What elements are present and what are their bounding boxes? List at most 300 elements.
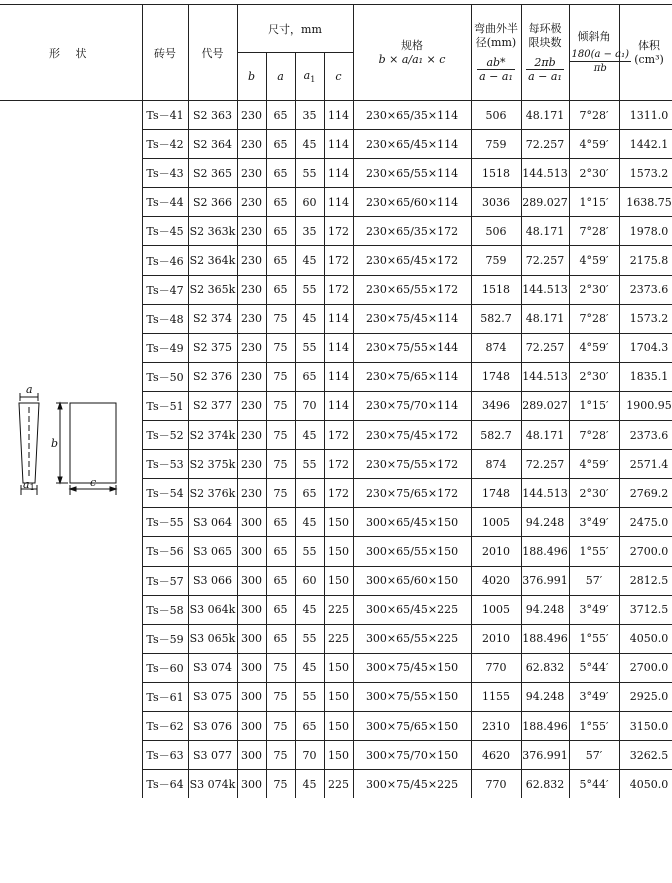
a-cell: 75 — [266, 333, 295, 362]
code-cell: S3 064k — [188, 595, 237, 624]
code-cell: S3 074 — [188, 653, 237, 682]
b-cell: 300 — [237, 624, 266, 653]
count-cell: 72.257 — [521, 333, 569, 362]
count-cell: 376.991 — [521, 741, 569, 770]
b-cell: 230 — [237, 391, 266, 420]
a-cell: 65 — [266, 508, 295, 537]
angle-cell: 7°28′ — [569, 101, 619, 130]
volume-cell: 1311.0 — [619, 101, 672, 130]
a-cell: 65 — [266, 188, 295, 217]
volume-cell: 3262.5 — [619, 741, 672, 770]
count-cell: 188.496 — [521, 711, 569, 740]
a-cell: 75 — [266, 391, 295, 420]
brick-no-cell: Ts－55 — [142, 508, 188, 537]
a1-cell: 65 — [295, 362, 324, 391]
volume-cell: 1573.2 — [619, 304, 672, 333]
code-cell: S2 375 — [188, 333, 237, 362]
radius-cell: 4620 — [471, 741, 521, 770]
a1-cell: 60 — [295, 566, 324, 595]
radius-numerator: ab* — [477, 56, 515, 70]
c-cell: 172 — [324, 275, 353, 304]
code-cell: S2 375k — [188, 450, 237, 479]
code-cell: S2 376 — [188, 362, 237, 391]
a-cell: 65 — [266, 624, 295, 653]
b-cell: 300 — [237, 682, 266, 711]
a1-cell: 60 — [295, 188, 324, 217]
c-cell: 225 — [324, 770, 353, 799]
diagram-label-a: a — [25, 384, 33, 396]
volume-cell: 1978.0 — [619, 217, 672, 246]
count-line2: 限块数 — [528, 36, 562, 49]
spec-cell: 230×65/45×172 — [353, 246, 471, 275]
table-body — [0, 101, 672, 799]
radius-cell: 2010 — [471, 624, 521, 653]
radius-cell: 1155 — [471, 682, 521, 711]
code-cell: S2 377 — [188, 391, 237, 420]
radius-cell: 874 — [471, 450, 521, 479]
count-cell: 48.171 — [521, 421, 569, 450]
angle-cell: 2°30′ — [569, 362, 619, 391]
c-cell: 150 — [324, 537, 353, 566]
brick-no-cell: Ts－63 — [142, 741, 188, 770]
a1-cell: 45 — [295, 508, 324, 537]
radius-line1: 弯曲外半 — [474, 22, 518, 35]
header-count — [521, 5, 569, 101]
count-cell: 72.257 — [521, 130, 569, 159]
angle-cell: 1°15′ — [569, 188, 619, 217]
c-cell: 114 — [324, 159, 353, 188]
count-cell: 72.257 — [521, 246, 569, 275]
a-cell: 75 — [266, 479, 295, 508]
b-cell: 230 — [237, 333, 266, 362]
c-cell: 225 — [324, 624, 353, 653]
c-cell: 150 — [324, 711, 353, 740]
count-line1: 每环极 — [528, 22, 562, 35]
c-cell: 172 — [324, 246, 353, 275]
c-cell: 114 — [324, 304, 353, 333]
brick-no-cell: Ts－61 — [142, 682, 188, 711]
angle-line1: 倾斜角 — [577, 30, 611, 43]
a1-cell: 35 — [295, 217, 324, 246]
code-cell: S2 365k — [188, 275, 237, 304]
radius-denominator: a − a₁ — [479, 70, 513, 83]
a1-cell: 45 — [295, 595, 324, 624]
spec-cell: 230×65/45×114 — [353, 130, 471, 159]
spec-cell: 300×75/55×150 — [353, 682, 471, 711]
c-cell: 172 — [324, 479, 353, 508]
radius-cell: 2310 — [471, 711, 521, 740]
a-cell: 65 — [266, 566, 295, 595]
b-cell: 300 — [237, 508, 266, 537]
shape-diagram-cell — [0, 101, 142, 799]
header-a1-letter: a — [303, 68, 311, 82]
count-cell: 188.496 — [521, 624, 569, 653]
header-code: 代号 — [188, 5, 237, 101]
brick-no-cell: Ts－47 — [142, 275, 188, 304]
a1-cell: 55 — [295, 450, 324, 479]
b-cell: 230 — [237, 188, 266, 217]
a-cell: 75 — [266, 770, 295, 799]
c-cell: 172 — [324, 217, 353, 246]
c-cell: 114 — [324, 391, 353, 420]
header-size: 尺寸，mm — [237, 5, 353, 53]
angle-cell: 1°15′ — [569, 391, 619, 420]
diagram-label-a1-sub: 1 — [29, 482, 35, 492]
volume-cell: 2769.2 — [619, 479, 672, 508]
radius-formula — [477, 56, 515, 83]
brick-no-cell: Ts－50 — [142, 362, 188, 391]
c-cell: 172 — [324, 450, 353, 479]
c-cell: 172 — [324, 421, 353, 450]
angle-cell: 3°49′ — [569, 508, 619, 537]
radius-cell: 759 — [471, 130, 521, 159]
angle-cell: 1°55′ — [569, 711, 619, 740]
header-spec — [353, 5, 471, 101]
code-cell: S2 364 — [188, 130, 237, 159]
radius-cell: 1518 — [471, 159, 521, 188]
a-cell: 75 — [266, 362, 295, 391]
a-cell: 75 — [266, 304, 295, 333]
b-cell: 230 — [237, 479, 266, 508]
spec-cell: 300×65/45×150 — [353, 508, 471, 537]
b-cell: 300 — [237, 595, 266, 624]
brick-no-cell: Ts－44 — [142, 188, 188, 217]
brick-no-cell: Ts－54 — [142, 479, 188, 508]
count-cell: 48.171 — [521, 304, 569, 333]
spec-cell: 230×75/70×114 — [353, 391, 471, 420]
volume-cell: 3150.0 — [619, 711, 672, 740]
code-cell: S2 365 — [188, 159, 237, 188]
count-cell: 376.991 — [521, 566, 569, 595]
header-b: b — [237, 53, 266, 101]
radius-cell: 506 — [471, 101, 521, 130]
count-denominator: a − a₁ — [528, 70, 562, 83]
volume-line2: (cm³) — [634, 52, 664, 66]
a1-cell: 55 — [295, 624, 324, 653]
a1-cell: 55 — [295, 159, 324, 188]
count-cell: 144.513 — [521, 479, 569, 508]
angle-cell: 1°55′ — [569, 624, 619, 653]
header-c: c — [324, 53, 353, 101]
a-cell: 65 — [266, 130, 295, 159]
header-brick-no: 砖号 — [142, 5, 188, 101]
angle-cell: 57′ — [569, 741, 619, 770]
header-radius — [471, 5, 521, 101]
angle-cell: 1°55′ — [569, 537, 619, 566]
diagram-label-a1-letter: a — [22, 477, 30, 491]
a1-cell: 55 — [295, 333, 324, 362]
a-cell: 65 — [266, 159, 295, 188]
a-cell: 65 — [266, 101, 295, 130]
volume-cell: 2475.0 — [619, 508, 672, 537]
b-cell: 300 — [237, 566, 266, 595]
angle-numerator: 180(a − a₁) — [571, 49, 630, 60]
b-cell: 230 — [237, 450, 266, 479]
angle-cell: 5°44′ — [569, 653, 619, 682]
spec-cell: 230×75/45×114 — [353, 304, 471, 333]
a1-cell: 35 — [295, 101, 324, 130]
a-cell: 65 — [266, 275, 295, 304]
volume-cell: 4050.0 — [619, 770, 672, 799]
a1-cell: 45 — [295, 421, 324, 450]
c-cell: 114 — [324, 188, 353, 217]
radius-cell: 2010 — [471, 537, 521, 566]
code-cell: S3 076 — [188, 711, 237, 740]
angle-cell: 4°59′ — [569, 246, 619, 275]
count-formula — [526, 56, 564, 83]
brick-shape-diagram — [16, 385, 126, 515]
angle-cell: 4°59′ — [569, 130, 619, 159]
spec-cell: 230×75/45×172 — [353, 421, 471, 450]
c-cell: 150 — [324, 566, 353, 595]
volume-line1: 体积 — [638, 38, 660, 52]
code-cell: S2 374 — [188, 304, 237, 333]
radius-cell: 770 — [471, 653, 521, 682]
radius-cell: 770 — [471, 770, 521, 799]
count-cell: 48.171 — [521, 101, 569, 130]
code-cell: S3 064 — [188, 508, 237, 537]
header-angle — [569, 5, 630, 101]
brick-no-cell: Ts－57 — [142, 566, 188, 595]
brick-no-cell: Ts－51 — [142, 391, 188, 420]
diagram-label-c: c — [89, 475, 96, 489]
a-cell: 75 — [266, 653, 295, 682]
brick-no-cell: Ts－42 — [142, 130, 188, 159]
angle-cell: 3°49′ — [569, 682, 619, 711]
code-cell: S3 075 — [188, 682, 237, 711]
volume-cell: 1835.1 — [619, 362, 672, 391]
count-cell: 94.248 — [521, 595, 569, 624]
b-cell: 230 — [237, 362, 266, 391]
radius-cell: 4020 — [471, 566, 521, 595]
a-cell: 75 — [266, 421, 295, 450]
volume-cell: 2700.0 — [619, 653, 672, 682]
a-cell: 65 — [266, 217, 295, 246]
brick-no-cell: Ts－52 — [142, 421, 188, 450]
count-cell: 144.513 — [521, 159, 569, 188]
a1-cell: 55 — [295, 537, 324, 566]
count-cell: 62.832 — [521, 653, 569, 682]
code-cell: S3 077 — [188, 741, 237, 770]
angle-cell: 7°28′ — [569, 217, 619, 246]
c-cell: 150 — [324, 682, 353, 711]
c-cell: 150 — [324, 653, 353, 682]
header-shape: 形 状 — [0, 5, 142, 101]
count-cell: 144.513 — [521, 362, 569, 391]
b-cell: 230 — [237, 304, 266, 333]
count-cell: 72.257 — [521, 450, 569, 479]
b-cell: 300 — [237, 741, 266, 770]
angle-denominator: πb — [593, 63, 607, 74]
c-cell: 114 — [324, 362, 353, 391]
header-a: a — [266, 53, 295, 101]
b-cell: 300 — [237, 537, 266, 566]
header-a1-sub: 1 — [310, 75, 316, 85]
spec-cell: 230×75/55×144 — [353, 333, 471, 362]
c-cell: 114 — [324, 101, 353, 130]
code-cell: S2 366 — [188, 188, 237, 217]
a-cell: 75 — [266, 682, 295, 711]
c-cell: 114 — [324, 333, 353, 362]
spec-cell: 230×75/65×114 — [353, 362, 471, 391]
a-cell: 75 — [266, 711, 295, 740]
volume-cell: 2175.8 — [619, 246, 672, 275]
spec-cell: 300×75/45×225 — [353, 770, 471, 799]
b-cell: 230 — [237, 159, 266, 188]
radius-cell: 1748 — [471, 362, 521, 391]
volume-cell: 1442.1 — [619, 130, 672, 159]
brick-no-cell: Ts－56 — [142, 537, 188, 566]
brick-no-cell: Ts－49 — [142, 333, 188, 362]
angle-formula — [570, 48, 632, 75]
header-a1 — [295, 53, 324, 101]
angle-cell: 7°28′ — [569, 421, 619, 450]
b-cell: 230 — [237, 421, 266, 450]
radius-cell: 3496 — [471, 391, 521, 420]
brick-no-cell: Ts－62 — [142, 711, 188, 740]
a1-cell: 65 — [295, 711, 324, 740]
a1-cell: 55 — [295, 275, 324, 304]
brick-no-cell: Ts－45 — [142, 217, 188, 246]
count-cell: 94.248 — [521, 682, 569, 711]
angle-cell: 4°59′ — [569, 333, 619, 362]
a1-cell: 45 — [295, 246, 324, 275]
radius-cell: 1005 — [471, 508, 521, 537]
volume-cell: 4050.0 — [619, 624, 672, 653]
code-cell: S3 066 — [188, 566, 237, 595]
radius-cell: 582.7 — [471, 304, 521, 333]
c-cell: 225 — [324, 595, 353, 624]
count-numerator: 2πb — [526, 56, 564, 70]
b-cell: 300 — [237, 653, 266, 682]
b-cell: 230 — [237, 217, 266, 246]
count-cell: 94.248 — [521, 508, 569, 537]
spec-cell: 230×65/55×172 — [353, 275, 471, 304]
volume-cell: 2925.0 — [619, 682, 672, 711]
c-cell: 114 — [324, 130, 353, 159]
radius-cell: 1005 — [471, 595, 521, 624]
spec-cell: 300×65/55×225 — [353, 624, 471, 653]
brick-no-cell: Ts－53 — [142, 450, 188, 479]
volume-cell: 2812.5 — [619, 566, 672, 595]
brick-no-cell: Ts－60 — [142, 653, 188, 682]
code-cell: S2 363 — [188, 101, 237, 130]
brick-no-cell: Ts－58 — [142, 595, 188, 624]
b-cell: 300 — [237, 770, 266, 799]
b-cell: 300 — [237, 711, 266, 740]
angle-cell: 2°30′ — [569, 275, 619, 304]
a-cell: 75 — [266, 741, 295, 770]
code-cell: S2 364k — [188, 246, 237, 275]
c-cell: 150 — [324, 741, 353, 770]
volume-cell: 1573.2 — [619, 159, 672, 188]
spec-cell: 230×75/55×172 — [353, 450, 471, 479]
volume-cell: 2373.6 — [619, 275, 672, 304]
spec-cell: 230×75/65×172 — [353, 479, 471, 508]
count-cell: 62.832 — [521, 770, 569, 799]
radius-cell: 1748 — [471, 479, 521, 508]
angle-cell: 5°44′ — [569, 770, 619, 799]
angle-cell: 3°49′ — [569, 595, 619, 624]
spec-cell: 230×65/60×114 — [353, 188, 471, 217]
radius-cell: 3036 — [471, 188, 521, 217]
b-cell: 230 — [237, 275, 266, 304]
radius-line2: 径(mm) — [475, 36, 517, 49]
diagram-label-b: b — [50, 436, 58, 450]
angle-cell: 2°30′ — [569, 159, 619, 188]
volume-cell: 2571.4 — [619, 450, 672, 479]
brick-no-cell: Ts－59 — [142, 624, 188, 653]
spec-cell: 300×75/45×150 — [353, 653, 471, 682]
radius-cell: 1518 — [471, 275, 521, 304]
count-cell: 289.027 — [521, 391, 569, 420]
radius-cell: 759 — [471, 246, 521, 275]
spec-cell: 230×65/35×172 — [353, 217, 471, 246]
angle-cell: 2°30′ — [569, 479, 619, 508]
spec-cell: 300×75/65×150 — [353, 711, 471, 740]
count-cell: 144.513 — [521, 275, 569, 304]
volume-cell: 3712.5 — [619, 595, 672, 624]
a1-cell: 45 — [295, 653, 324, 682]
a1-cell: 70 — [295, 741, 324, 770]
a1-cell: 45 — [295, 130, 324, 159]
table-row — [0, 101, 672, 130]
count-cell: 48.171 — [521, 217, 569, 246]
volume-cell: 2700.0 — [619, 537, 672, 566]
brick-no-cell: Ts－41 — [142, 101, 188, 130]
count-cell: 188.496 — [521, 537, 569, 566]
brick-spec-table — [0, 4, 672, 798]
a-cell: 65 — [266, 246, 295, 275]
code-cell: S3 065k — [188, 624, 237, 653]
a-cell: 65 — [266, 595, 295, 624]
spec-cell: 300×65/45×225 — [353, 595, 471, 624]
brick-no-cell: Ts－48 — [142, 304, 188, 333]
spec-cell: 300×65/55×150 — [353, 537, 471, 566]
b-cell: 230 — [237, 246, 266, 275]
a1-cell: 45 — [295, 770, 324, 799]
code-cell: S2 374k — [188, 421, 237, 450]
b-cell: 230 — [237, 130, 266, 159]
spec-cell: 230×65/55×114 — [353, 159, 471, 188]
code-cell: S3 065 — [188, 537, 237, 566]
spec-cell: 230×65/35×114 — [353, 101, 471, 130]
spec-cell: 300×65/60×150 — [353, 566, 471, 595]
b-cell: 230 — [237, 101, 266, 130]
spec-title: 规格 — [401, 38, 423, 52]
spec-cell: 300×75/70×150 — [353, 741, 471, 770]
a1-cell: 55 — [295, 682, 324, 711]
radius-cell: 582.7 — [471, 421, 521, 450]
a-cell: 65 — [266, 537, 295, 566]
a1-cell: 70 — [295, 391, 324, 420]
volume-cell: 1638.75 — [619, 188, 672, 217]
a1-cell: 45 — [295, 304, 324, 333]
volume-cell: 1704.3 — [619, 333, 672, 362]
angle-cell: 7°28′ — [569, 304, 619, 333]
code-cell: S2 363k — [188, 217, 237, 246]
c-cell: 150 — [324, 508, 353, 537]
count-cell: 289.027 — [521, 188, 569, 217]
brick-no-cell: Ts－64 — [142, 770, 188, 799]
code-cell: S2 376k — [188, 479, 237, 508]
angle-cell: 57′ — [569, 566, 619, 595]
a1-cell: 65 — [295, 479, 324, 508]
radius-cell: 874 — [471, 333, 521, 362]
brick-no-cell: Ts－46 — [142, 246, 188, 275]
a-cell: 75 — [266, 450, 295, 479]
volume-cell: 2373.6 — [619, 421, 672, 450]
